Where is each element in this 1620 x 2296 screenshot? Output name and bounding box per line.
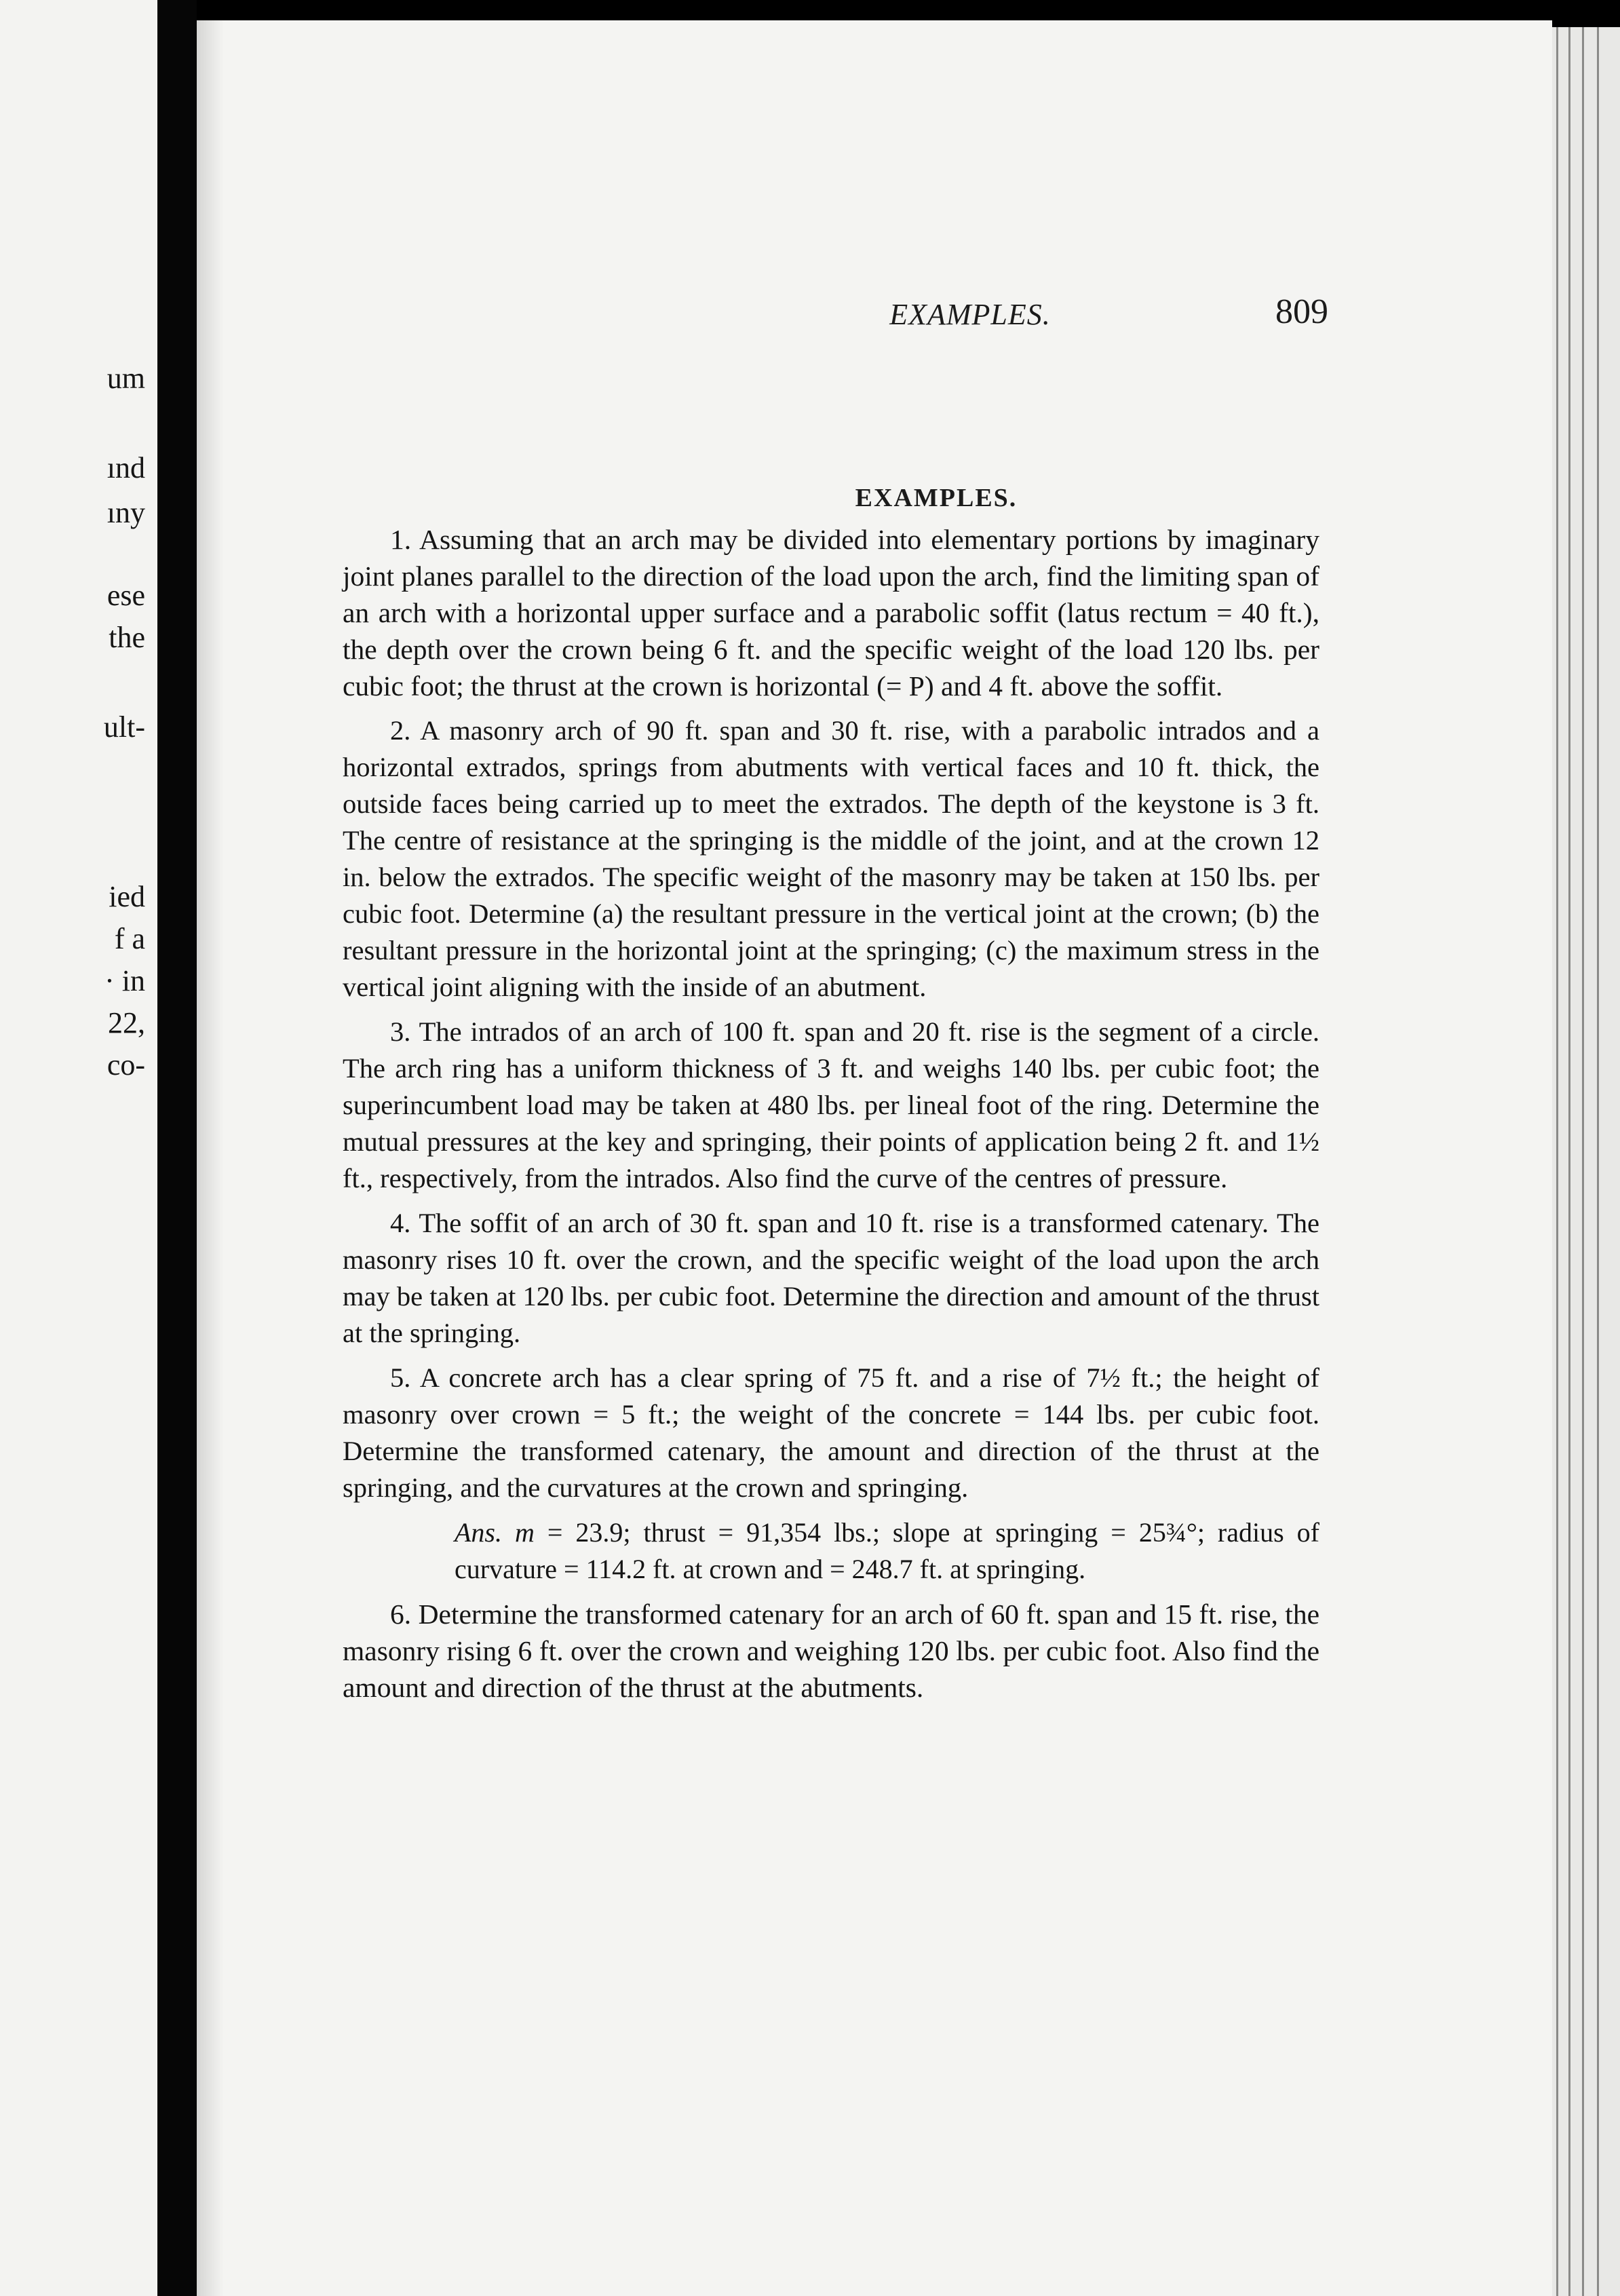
example-number: 2.	[390, 715, 411, 746]
page-edge-line	[1597, 27, 1599, 2296]
running-head: EXAMPLES.	[889, 298, 1051, 331]
example-text: The intrados of an arch of 100 ft. span and 20 ft. rise is the segment of a circle. The arch ring has a uniform thickness of 3 ft. and weighs 140 lbs. per cubic foot; the superincumbent load may be taken at 480 lbs. per lineal foot of the ring. Determine the mutual pressures at the key and springing, their points of application being 2 ft. and 1½ ft., respectively, from the intrados. Also find the curve of the centres of pressure.	[343, 1016, 1319, 1193]
example-5	[343, 1360, 1319, 1506]
answer-lead: Ans. m	[455, 1517, 535, 1548]
page-edge-line	[1556, 27, 1558, 2296]
section-heading: EXAMPLES.	[855, 484, 1018, 512]
facing-page-text: · in	[104, 964, 145, 997]
example-2	[343, 712, 1319, 1006]
example-text: Assuming that an arch may be divided into elementary portions by imaginary joint planes parallel to the direction of the load upon the arch, find the limiting span of an arch with a horizontal upper surface and a parabolic soffit (latus rectum = 40 ft.), the depth over the crown being 6 ft. and the specific weight of the load 120 lbs. per cubic foot; the thrust at the crown is horizontal (= P) and 4 ft. above the soffit.	[343, 524, 1319, 702]
example-6	[343, 1596, 1319, 1706]
book-page	[197, 20, 1552, 2296]
page-edge-stack	[1552, 27, 1620, 2296]
example-number: 1.	[390, 524, 412, 555]
example-4	[343, 1205, 1319, 1352]
page-edge-line	[1582, 27, 1584, 2296]
example-text: The soffit of an arch of 30 ft. span and 10 ft. rise is a transformed catenary. The masonry rises 10 ft. over the crown, and the specific weight of the load upon the arch may be taken at 120 lbs. per cubic foot. Determine the direction and amount of the thrust at the springing.	[343, 1208, 1319, 1348]
facing-page-text: ied	[109, 880, 145, 913]
examples-body	[343, 521, 1319, 1706]
example-number: 4.	[390, 1208, 411, 1238]
page-curl-shadow	[197, 20, 224, 2296]
facing-page-text: um	[107, 362, 145, 395]
facing-page-text: the	[109, 621, 145, 654]
facing-page-fragment	[0, 0, 157, 2296]
page-number: 809	[1275, 292, 1328, 331]
facing-page-text: ese	[107, 579, 145, 612]
book-gutter	[157, 0, 197, 2296]
facing-page-text: ult-	[103, 710, 145, 744]
page-edge-line	[1568, 27, 1570, 2296]
example-1	[343, 521, 1319, 704]
example-text: Determine the transformed catenary for an arch of 60 ft. span and 15 ft. rise, the masonry rising 6 ft. over the crown and weighing 120 lbs. per cubic foot. Also find the amount and direction of the thrust at the abutments.	[343, 1599, 1320, 1703]
example-3	[343, 1014, 1319, 1197]
facing-page-text: ınd	[107, 451, 145, 484]
example-number: 6.	[390, 1599, 412, 1630]
example-number: 5.	[390, 1362, 411, 1393]
example-text: A concrete arch has a clear spring of 75 ft. and a rise of 7½ ft.; the height of masonry over crown = 5 ft.; the weight of the concrete = 144 lbs. per cubic foot. Determine the transformed catenary, the amount and direction of the thrust at the springing, and the curvatures at the crown and springing.	[343, 1362, 1319, 1503]
facing-page-text: co-	[107, 1048, 145, 1082]
example-text: A masonry arch of 90 ft. span and 30 ft. rise, with a parabolic intrados and a horizontal extrados, springs from abutments with vertical faces and 10 ft. thick, the outside faces being carried up to meet the extrados. The depth of the keystone is 3 ft. The centre of resistance at the springing is the middle of the joint, and at the crown 12 in. below the extrados. The specific weight of the masonry may be taken at 150 lbs. per cubic foot. Determine (a) the resultant pressure in the vertical joint at the crown; (b) the resultant pressure in the horizontal joint at the springing; (c) the maximum stress in the vertical joint aligning with the inside of an abutment.	[343, 715, 1319, 1002]
facing-page-text: 22,	[108, 1006, 145, 1039]
example-5-answer	[455, 1514, 1319, 1588]
example-number: 3.	[390, 1016, 411, 1047]
facing-page-text: f a	[114, 922, 145, 955]
answer-text: = 23.9; thrust = 91,354 lbs.; slope at springing = 25¾°; radius of curvature = 114.2 ft. at crown and = 248.7 ft. at springing.	[455, 1517, 1319, 1584]
facing-page-text: ıny	[107, 496, 145, 529]
